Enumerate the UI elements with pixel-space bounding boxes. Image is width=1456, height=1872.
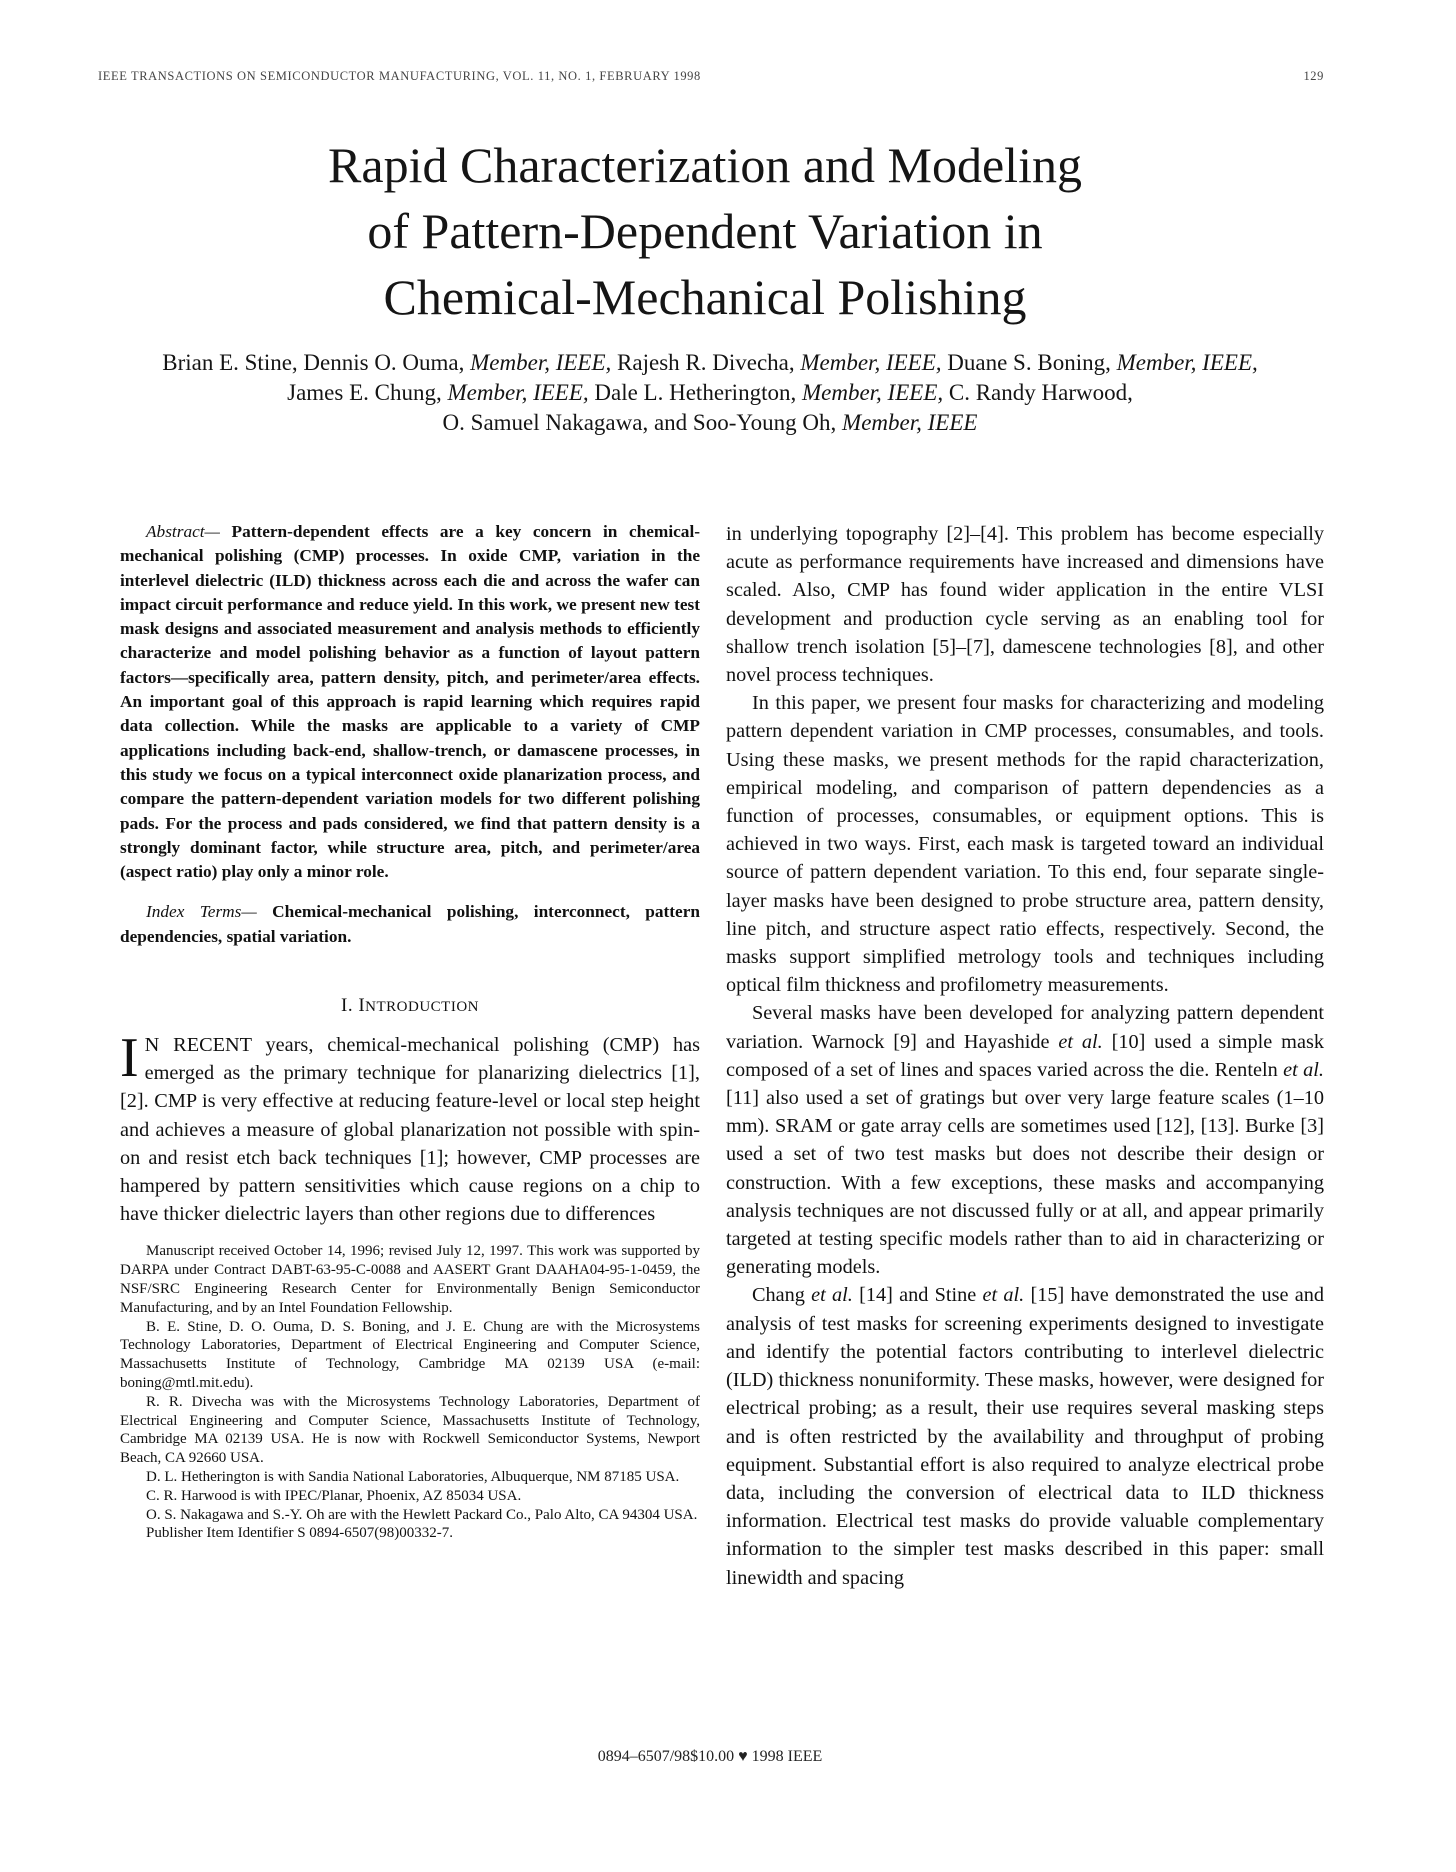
author-text: Brian E. Stine, Dennis O. Ouma, <box>162 350 471 375</box>
abstract-label: Abstract— <box>146 522 220 541</box>
section-title-rest: NTRODUCTION <box>365 999 479 1016</box>
body-paragraph: In this paper, we present four masks for characterizing and modeling pattern dependent variation in CMP processes, consumables, and tools. Using these masks, we present methods for the rapid characterization, empirical modeling, and comparison of pattern dependencies as a function of processes, consumables, or equipment options. This is achieved in two ways. First, each mask is targeted toward an individual source of pattern dependent variation. To this end, four separate single-layer masks have been designed to probe structure area, pattern density, line pitch, and structure aspect ratio effects, respectively. Second, the masks support simplified metrology tools and techniques including optical film thickness and profilometry measurements. <box>726 692 1324 997</box>
footnote: C. R. Harwood is with IPEC/Planar, Phoenix, AZ 85034 USA. <box>146 1487 522 1504</box>
author-text: Duane S. Boning, <box>941 350 1117 375</box>
body-paragraph: in underlying topography [2]–[4]. This problem has become especially acute as performance requirements have increased and dimensions have scaled. Also, CMP has found wider application in the entire VLSI development and production cycle serving as an enabling tool for shallow trench isolation [5]–[7], damescene technologies [8], and other novel process techniques. <box>726 523 1324 687</box>
body-text: Several masks have been developed for analyzing pattern dependent variation. Warnock [9] and Hayashide <box>726 1002 1324 1053</box>
body-text: [10] used a simple mask composed of a set of lines and spaces varied across the die. Renteln <box>726 1030 1324 1081</box>
footnote: D. L. Hetherington is with Sandia National Laboratories, Albuquerque, NM 87185 USA. <box>146 1469 680 1486</box>
author-list <box>0 348 1420 438</box>
author-text: C. Randy Harwood, <box>943 380 1133 405</box>
body-paragraph <box>726 999 1324 1281</box>
abstract <box>120 520 700 884</box>
author-line-1 <box>0 348 1420 378</box>
running-header <box>98 69 1324 84</box>
et-al: et al. <box>982 1284 1025 1307</box>
abstract-text: Pattern-dependent effects are a key concern in chemical-mechanical polishing (CMP) processes. In oxide CMP, variation in the interlevel dielectric (ILD) thickness across each die and across the wafer can impact circuit performance and reduce yield. In this work, we present new test mask designs and associated measurement and analysis methods to efficiently characterize and model polishing behavior as a function of layout pattern factors—specifically area, pattern density, pitch, and perimeter/area effects. An important goal of this approach is rapid learning which requires rapid data collection. While the masks are applicable to a variety of CMP applications including back-end, shallow-trench, or damascene processes, in this study we focus on a typical interconnect oxide planarization process, and compare the pattern-dependent variation models for two different polishing pads. For the process and pads considered, we find that pattern density is a strongly dominant factor, while structure area, pitch, and perimeter/area (aspect ratio) play only a minor role. <box>120 522 700 882</box>
footnote: Publisher Item Identifier S 0894-6507(98)00332-7. <box>146 1525 454 1542</box>
footnotes <box>120 1242 700 1543</box>
author-membership: Member, IEEE, <box>800 350 942 375</box>
body-text: Chang <box>752 1284 812 1307</box>
section-number: I. <box>341 995 359 1017</box>
author-line-3 <box>0 408 1420 438</box>
author-membership: Member, IEEE, <box>801 380 944 405</box>
intro-paragraph <box>120 1027 700 1228</box>
author-line-2 <box>0 378 1420 408</box>
index-terms-text: Chemical-mechanical polishing, interconnect, pattern dependencies, spatial variation. <box>120 902 701 946</box>
et-al: et al. <box>1058 1030 1103 1053</box>
intro-text: N RECENT years, chemical-mechanical polishing (CMP) has emerged as the primary technique for planarizing dielectrics [1], [2]. CMP is very effective at reducing feature-level or local step height and achieves a measure of global planarization not possible with spin-on and resist etch back techniques [1]; however, CMP processes are hampered by pattern sensitivities which cause regions on a chip to have thicker dielectric layers than other regions due to differences <box>120 1034 700 1226</box>
footnote: Manuscript received October 14, 1996; revised July 12, 1997. This work was supported by DARPA under Contract DABT-63-95-C-0088 and AASERT Grant DAAHA04-95-1-0459, the NSF/SRC Engineering Research Center for Environmentally Benign Semiconductor Manufacturing, and by an Intel Foundation Fellowship. <box>120 1243 700 1316</box>
author-text: O. Samuel Nakagawa, and Soo-Young Oh, <box>442 410 843 435</box>
body-text: [15] have demonstrated the use and analysis of test masks for screening experiments designed to investigate and identify the potential factors contributing to interlevel dielectric (ILD) thickness nonuniformity. These masks, however, were designed for electrical probing; as a result, their use requires several masking steps and is often restricted by the availability and throughput of probing equipment. Substantial effort is also required to analyze electrical probe data, including the conversion of electrical data to ILD thickness information. Electrical test masks do provide valuable complementary information to the simpler test masks described in this paper: small linewidth and spacing <box>726 1284 1324 1589</box>
introduction-body <box>120 1027 700 1228</box>
section-title-initial: I <box>358 995 366 1017</box>
paper-title <box>0 132 1410 330</box>
author-membership: Member, IEEE, <box>447 380 589 405</box>
body-text: [11] also used a set of gratings but over very large feature scales (1–10 mm). SRAM or gate array cells are sometimes used [12], [13]. Burke [3] used a set of two test masks but does not describe their design or construction. With a few exceptions, these masks and accompanying analysis techniques are not discussed fully or at all, and appear primarily targeted at testing specific models rather than to aid in characterizing or generating models. <box>726 1087 1324 1279</box>
author-text: James E. Chung, <box>287 380 448 405</box>
footnote: R. R. Divecha was with the Microsystems Technology Laboratories, Department of Electrical Engineering and Computer Science, Massachusetts Institute of Technology, Cambridge MA 02139 USA. He is now with Rockwell Semiconductor Systems, Newport Beach, CA 92660 USA. <box>120 1393 700 1467</box>
author-membership: Member, IEEE <box>842 410 978 435</box>
left-column <box>120 520 700 1543</box>
drop-cap: I <box>120 1027 139 1090</box>
copyright-footer: 0894–6507/98$10.00 ♥ 1998 IEEE <box>597 1748 823 1765</box>
page-number: 129 <box>1303 69 1324 83</box>
author-membership: Member, IEEE, <box>470 350 612 375</box>
body-paragraph <box>726 1281 1324 1591</box>
title-line-3: Chemical-Mechanical Polishing <box>383 269 1027 325</box>
index-terms <box>120 900 700 949</box>
body-text: [14] and Stine <box>852 1284 983 1307</box>
journal-line: IEEE TRANSACTIONS ON SEMICONDUCTOR MANUFACTURING, VOL. 11, NO. 1, FEBRUARY 1998 <box>98 69 701 83</box>
footnote: O. S. Nakagawa and S.-Y. Oh are with the Hewlett Packard Co., Palo Alto, CA 94304 USA. <box>146 1506 698 1523</box>
et-al: et al. <box>811 1284 853 1307</box>
et-al: et al. <box>1283 1058 1324 1081</box>
author-membership: Member, IEEE, <box>1116 350 1258 375</box>
author-text: Rajesh R. Divecha, <box>611 350 801 375</box>
footnote: B. E. Stine, D. O. Ouma, D. S. Boning, and J. E. Chung are with the Microsystems Technology Laboratories, Department of Electrical Engineering and Computer Science, Massachusetts Institute of Technology, Cambridge MA 02139 USA (e-mail: boning@mtl.mit.edu). <box>120 1318 700 1392</box>
author-text: Dale L. Hetherington, <box>588 380 802 405</box>
index-terms-label: Index Terms— <box>146 902 257 922</box>
title-line-2: of Pattern-Dependent Variation in <box>367 203 1043 259</box>
right-column <box>726 520 1324 1592</box>
section-heading-introduction <box>120 995 700 1017</box>
title-line-1: Rapid Characterization and Modeling <box>328 137 1082 193</box>
